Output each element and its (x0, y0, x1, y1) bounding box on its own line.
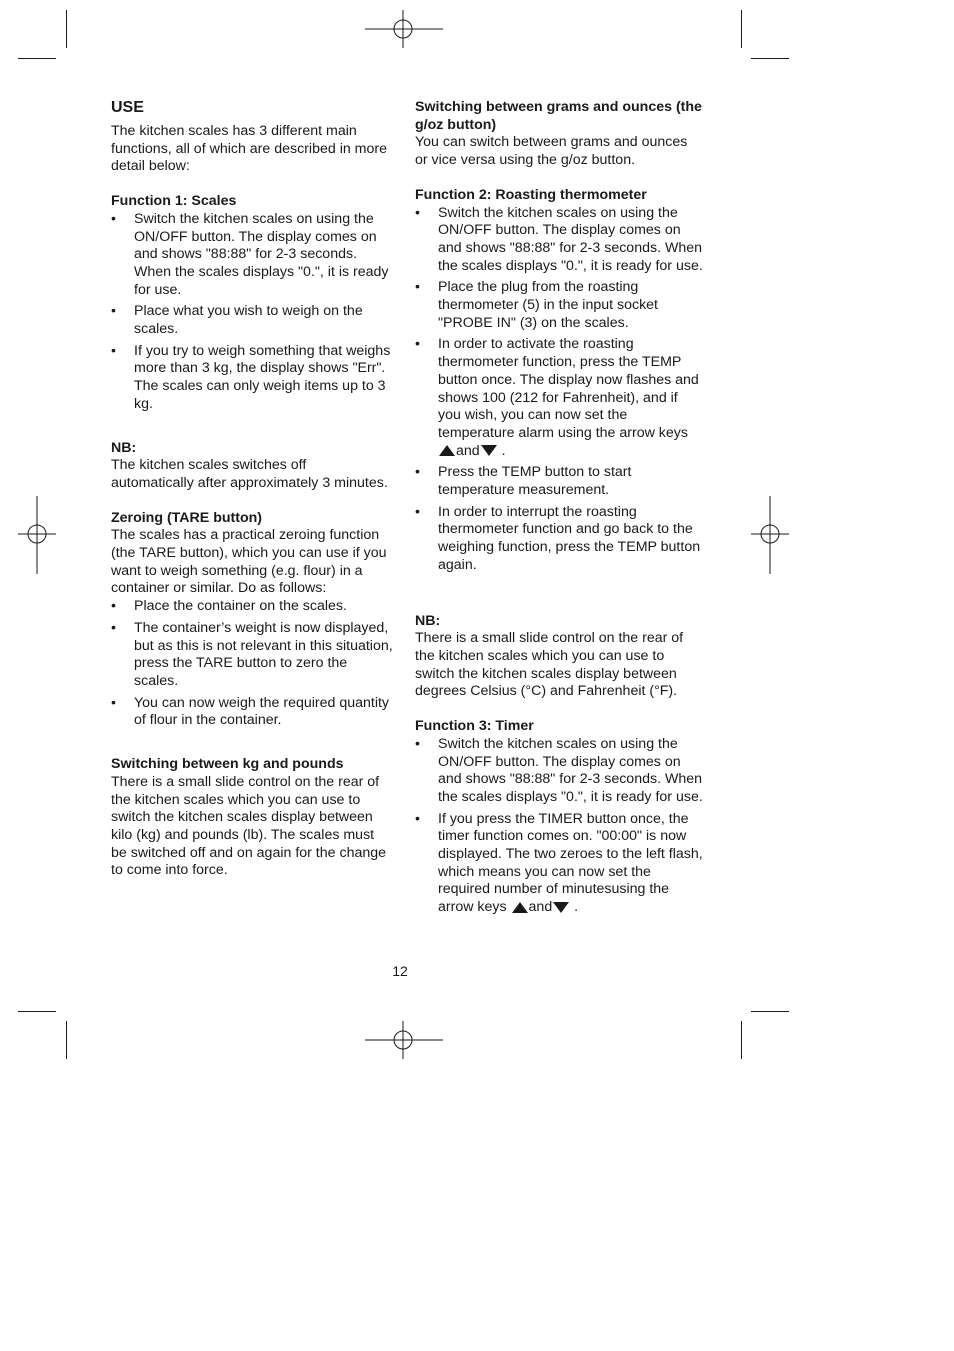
nb-heading: NB: (415, 612, 441, 629)
bullet-icon: • (415, 464, 420, 481)
list-item: • Place the container on the scales. (111, 598, 347, 615)
bullet-icon: • (415, 279, 420, 296)
crop-mark (66, 10, 67, 48)
kg-pounds-heading: Switching between kg and pounds (111, 756, 344, 773)
list-item: • Place what you wish to weigh on the scales. (111, 303, 363, 338)
arrow-down-icon (553, 902, 569, 913)
list-item: • In order to interrupt the roasting thermometer function and go back to the weighing function, press the TEMP button again. (415, 503, 701, 573)
list-item: • In order to activate the roasting thermometer function, press the TEMP button once. The display now flashes and shows 100 (212 for Fahrenheit), and if you wish, you can now set the temperature alarm using the arrow keys and . (415, 336, 699, 459)
list-item: • If you try to weigh something that weighs more than 3 kg, the display shows "Err". The scales can only weigh items up to 3 kg. (111, 342, 391, 412)
nb-heading: NB: (111, 439, 137, 456)
function-3-list (415, 736, 703, 917)
crop-mark (751, 1011, 789, 1012)
arrow-down-icon (481, 445, 497, 456)
crop-mark (18, 58, 56, 59)
bullet-icon: • (111, 598, 116, 615)
page-number: 12 (392, 963, 408, 979)
bullet-icon: • (111, 619, 116, 636)
grams-ounces-text: You can switch between grams and ounces or vice versa using the g/oz button. (415, 134, 688, 169)
registration-mark-right (751, 496, 789, 574)
bullet-icon: • (415, 735, 420, 752)
list-item: • The container’s weight is now displayed, but as this is not relevant in this situation, press the TARE button to zero the scales. (111, 619, 393, 689)
function-3-heading: Function 3: Timer (415, 718, 534, 735)
list-item: • You can now weigh the required quantity of flour in the container. (111, 694, 390, 729)
bullet-icon: • (415, 810, 420, 827)
grams-ounces-heading: Switching between grams and ounces (the g/oz button) (415, 99, 702, 133)
crop-mark (66, 1021, 67, 1059)
function-1-list (111, 211, 393, 414)
tare-list (111, 598, 393, 730)
intro-text: The kitchen scales has 3 different main functions, all of which are described in more detail below: (111, 123, 388, 175)
bullet-icon: • (415, 204, 420, 221)
section-title-use: USE (111, 99, 144, 116)
crop-mark (741, 1021, 742, 1059)
crop-mark (751, 58, 789, 59)
crop-mark (18, 1011, 56, 1012)
arrow-up-icon (439, 445, 455, 456)
tare-heading: Zeroing (TARE button) (111, 509, 263, 526)
arrow-up-icon (512, 902, 528, 913)
function-2-list (415, 205, 703, 575)
nb-text: The kitchen scales switches off automatically after approximately 3 minutes. (111, 457, 388, 491)
registration-mark-left (18, 496, 56, 574)
tare-text: The scales has a practical zeroing function (the TARE button), which you can use if you want to weigh something (e.g. flour) in a container or similar. Do as follows: (111, 527, 387, 597)
list-item: • Place the plug from the roasting thermometer (5) in the input socket "PROBE IN" (3) on the scales. (415, 279, 659, 331)
bullet-icon: • (111, 303, 116, 320)
registration-mark-bottom (365, 1021, 443, 1059)
nb-text: There is a small slide control on the rear of the kitchen scales which you can use to switch the kitchen scales display between degrees Celsius (°C) and Fahrenheit (°F). (415, 630, 684, 700)
bullet-icon: • (111, 210, 116, 227)
bullet-icon: • (111, 342, 116, 359)
function-2-heading: Function 2: Roasting thermometer (415, 186, 647, 203)
list-item: • Switch the kitchen scales on using the ON/OFF button. The display comes on and shows "88:88" for 2-3 seconds. When the scales displays "0.", it is ready for use. (111, 210, 389, 298)
function-1-heading: Function 1: Scales (111, 193, 237, 210)
right-column (415, 99, 703, 921)
bullet-icon: • (415, 336, 420, 353)
kg-pounds-text: There is a small slide control on the rear of the kitchen scales which you can use to switch the kitchen scales display between kilo (kg) and pounds (lb). The scales must be switched off and on again for the change to come into force. (111, 773, 387, 879)
crop-mark (741, 10, 742, 48)
bullet-icon: • (415, 503, 420, 520)
registration-mark-top (365, 10, 443, 48)
bullet-icon: • (111, 694, 116, 711)
list-item: • Switch the kitchen scales on using the ON/OFF button. The display comes on and shows "88:88" for 2-3 seconds. When the scales displays "0.", it is ready for use. (415, 735, 703, 805)
left-column (111, 99, 393, 880)
list-item: • Press the TEMP button to start temperature measurement. (415, 464, 632, 499)
list-item: • If you press the TIMER button once, the timer function comes on. "00:00" is now displayed. The two zeroes to the left flash, which means you can now set the required number of minutesusing the arrow keys and . (415, 810, 703, 916)
list-item: • Switch the kitchen scales on using the ON/OFF button. The display comes on and shows "88:88" for 2-3 seconds. When the scales displays "0.", it is ready for use. (415, 204, 703, 274)
